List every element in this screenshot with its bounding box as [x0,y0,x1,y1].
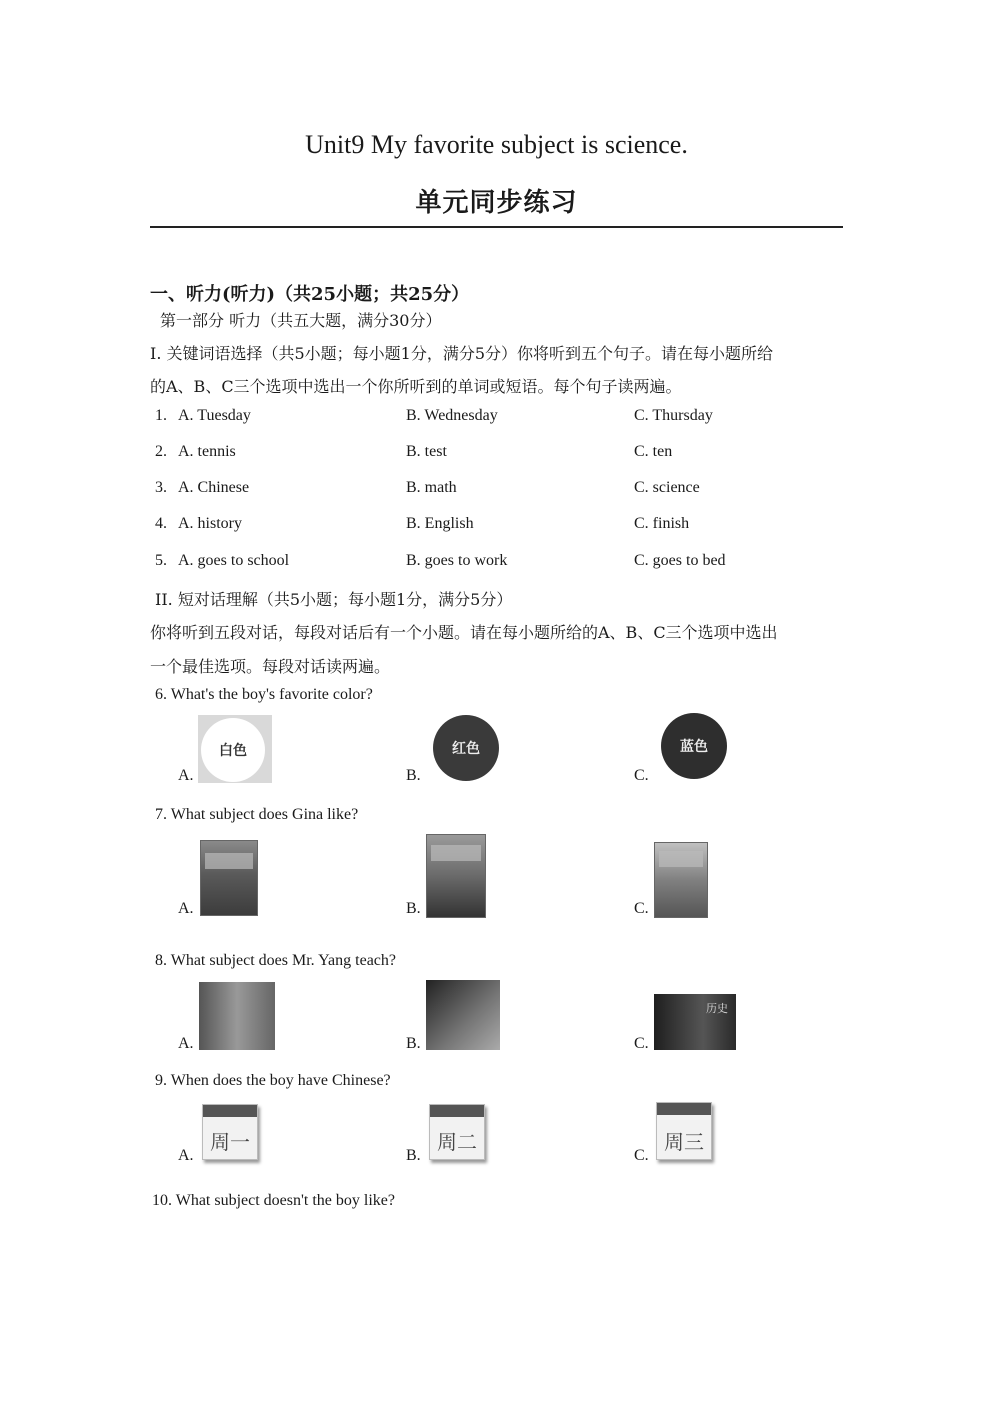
part1-instruction-line2: 的A、B、C三个选项中选出一个你所听到的单词或短语。每个句子读两遍。 [150,377,682,396]
calendar-day: 周三 [664,1130,704,1154]
option-c-label: C. [634,1147,649,1164]
option-a-label: A. [178,900,194,917]
page-title: Unit9 My favorite subject is science. [305,130,688,159]
question-number: 5. [155,552,167,569]
teacher-photo-c [654,994,736,1050]
option-a-label: A. [178,1147,194,1164]
option-b-label: B. [406,1147,421,1164]
question-number: 2. [155,443,167,460]
teacher-photo-a [199,982,275,1050]
option-c: C. science [634,479,700,496]
part2-heading: II. 短对话理解（共5小题；每小题1分，满分5分） [155,590,513,609]
textbook-a-image [200,840,258,916]
option-a: A. Tuesday [178,407,251,424]
option-a-label: A. [178,1035,194,1052]
part2-instruction-line1: 你将听到五段对话，每段对话后有一个小题。请在每小题所给的A、B、C三个选项中选出 [150,623,778,642]
question-number: 4. [155,515,167,532]
option-b: B. goes to work [406,552,508,569]
part1-instruction-line1: I. 关键词语选择（共5小题；每小题1分，满分5分）你将听到五个句子。请在每小题所给 [150,344,774,363]
option-c: C. Thursday [634,407,713,424]
part2-instruction-line2: 一个最佳选项。每段对话读两遍。 [150,657,391,676]
option-b: B. English [406,515,474,532]
question-number: 1. [155,407,167,424]
option-b-label: B. [406,900,421,917]
option-c-label: C. [634,767,649,784]
question-8: 8. What subject does Mr. Yang teach? [155,952,396,969]
option-b-label: B. [406,767,421,784]
calendar-tuesday-icon [429,1104,485,1160]
option-c-label: C. [634,900,649,917]
red-circle-icon: 红色 [433,715,499,781]
title-divider [150,226,843,228]
option-a: A. Chinese [178,479,250,496]
textbook-b-image [426,834,486,918]
question-number: 3. [155,479,167,496]
option-c: C. finish [634,515,690,532]
calendar-wednesday-icon [656,1102,712,1160]
option-b: B. test [406,443,447,460]
option-c-label: C. [634,1035,649,1052]
question-9: 9. When does the boy have Chinese? [155,1072,391,1089]
history-caption: 历史 [706,1002,728,1015]
option-a-label: A. [178,767,194,784]
calendar-monday-icon [202,1104,258,1160]
calendar-day: 周一 [210,1130,250,1154]
option-b: B. Wednesday [406,407,498,424]
textbook-c-image [654,842,708,918]
option-a: A. history [178,515,242,532]
white-color-image [198,715,272,783]
question-10: 10. What subject doesn't the boy like? [152,1192,395,1209]
option-b-label: B. [406,1035,421,1052]
page-subtitle: 单元同步练习 [415,188,578,218]
blue-circle-icon: 蓝色 [661,713,727,779]
teacher-photo-b [426,980,500,1050]
question-7: 7. What subject does Gina like? [155,806,359,823]
part-heading: 第一部分 听力（共五大题，满分30分） [160,311,442,330]
option-c: C. ten [634,443,673,460]
white-circle-icon: 白色 [201,718,265,782]
calendar-day: 周二 [437,1130,477,1154]
question-6: 6. What's the boy's favorite color? [155,686,373,703]
option-c: C. goes to bed [634,552,726,569]
option-a: A. tennis [178,443,236,460]
section-heading: 一、听力(听力)（共25小题；共25分） [150,284,470,305]
option-a: A. goes to school [178,552,290,569]
option-b: B. math [406,479,457,496]
